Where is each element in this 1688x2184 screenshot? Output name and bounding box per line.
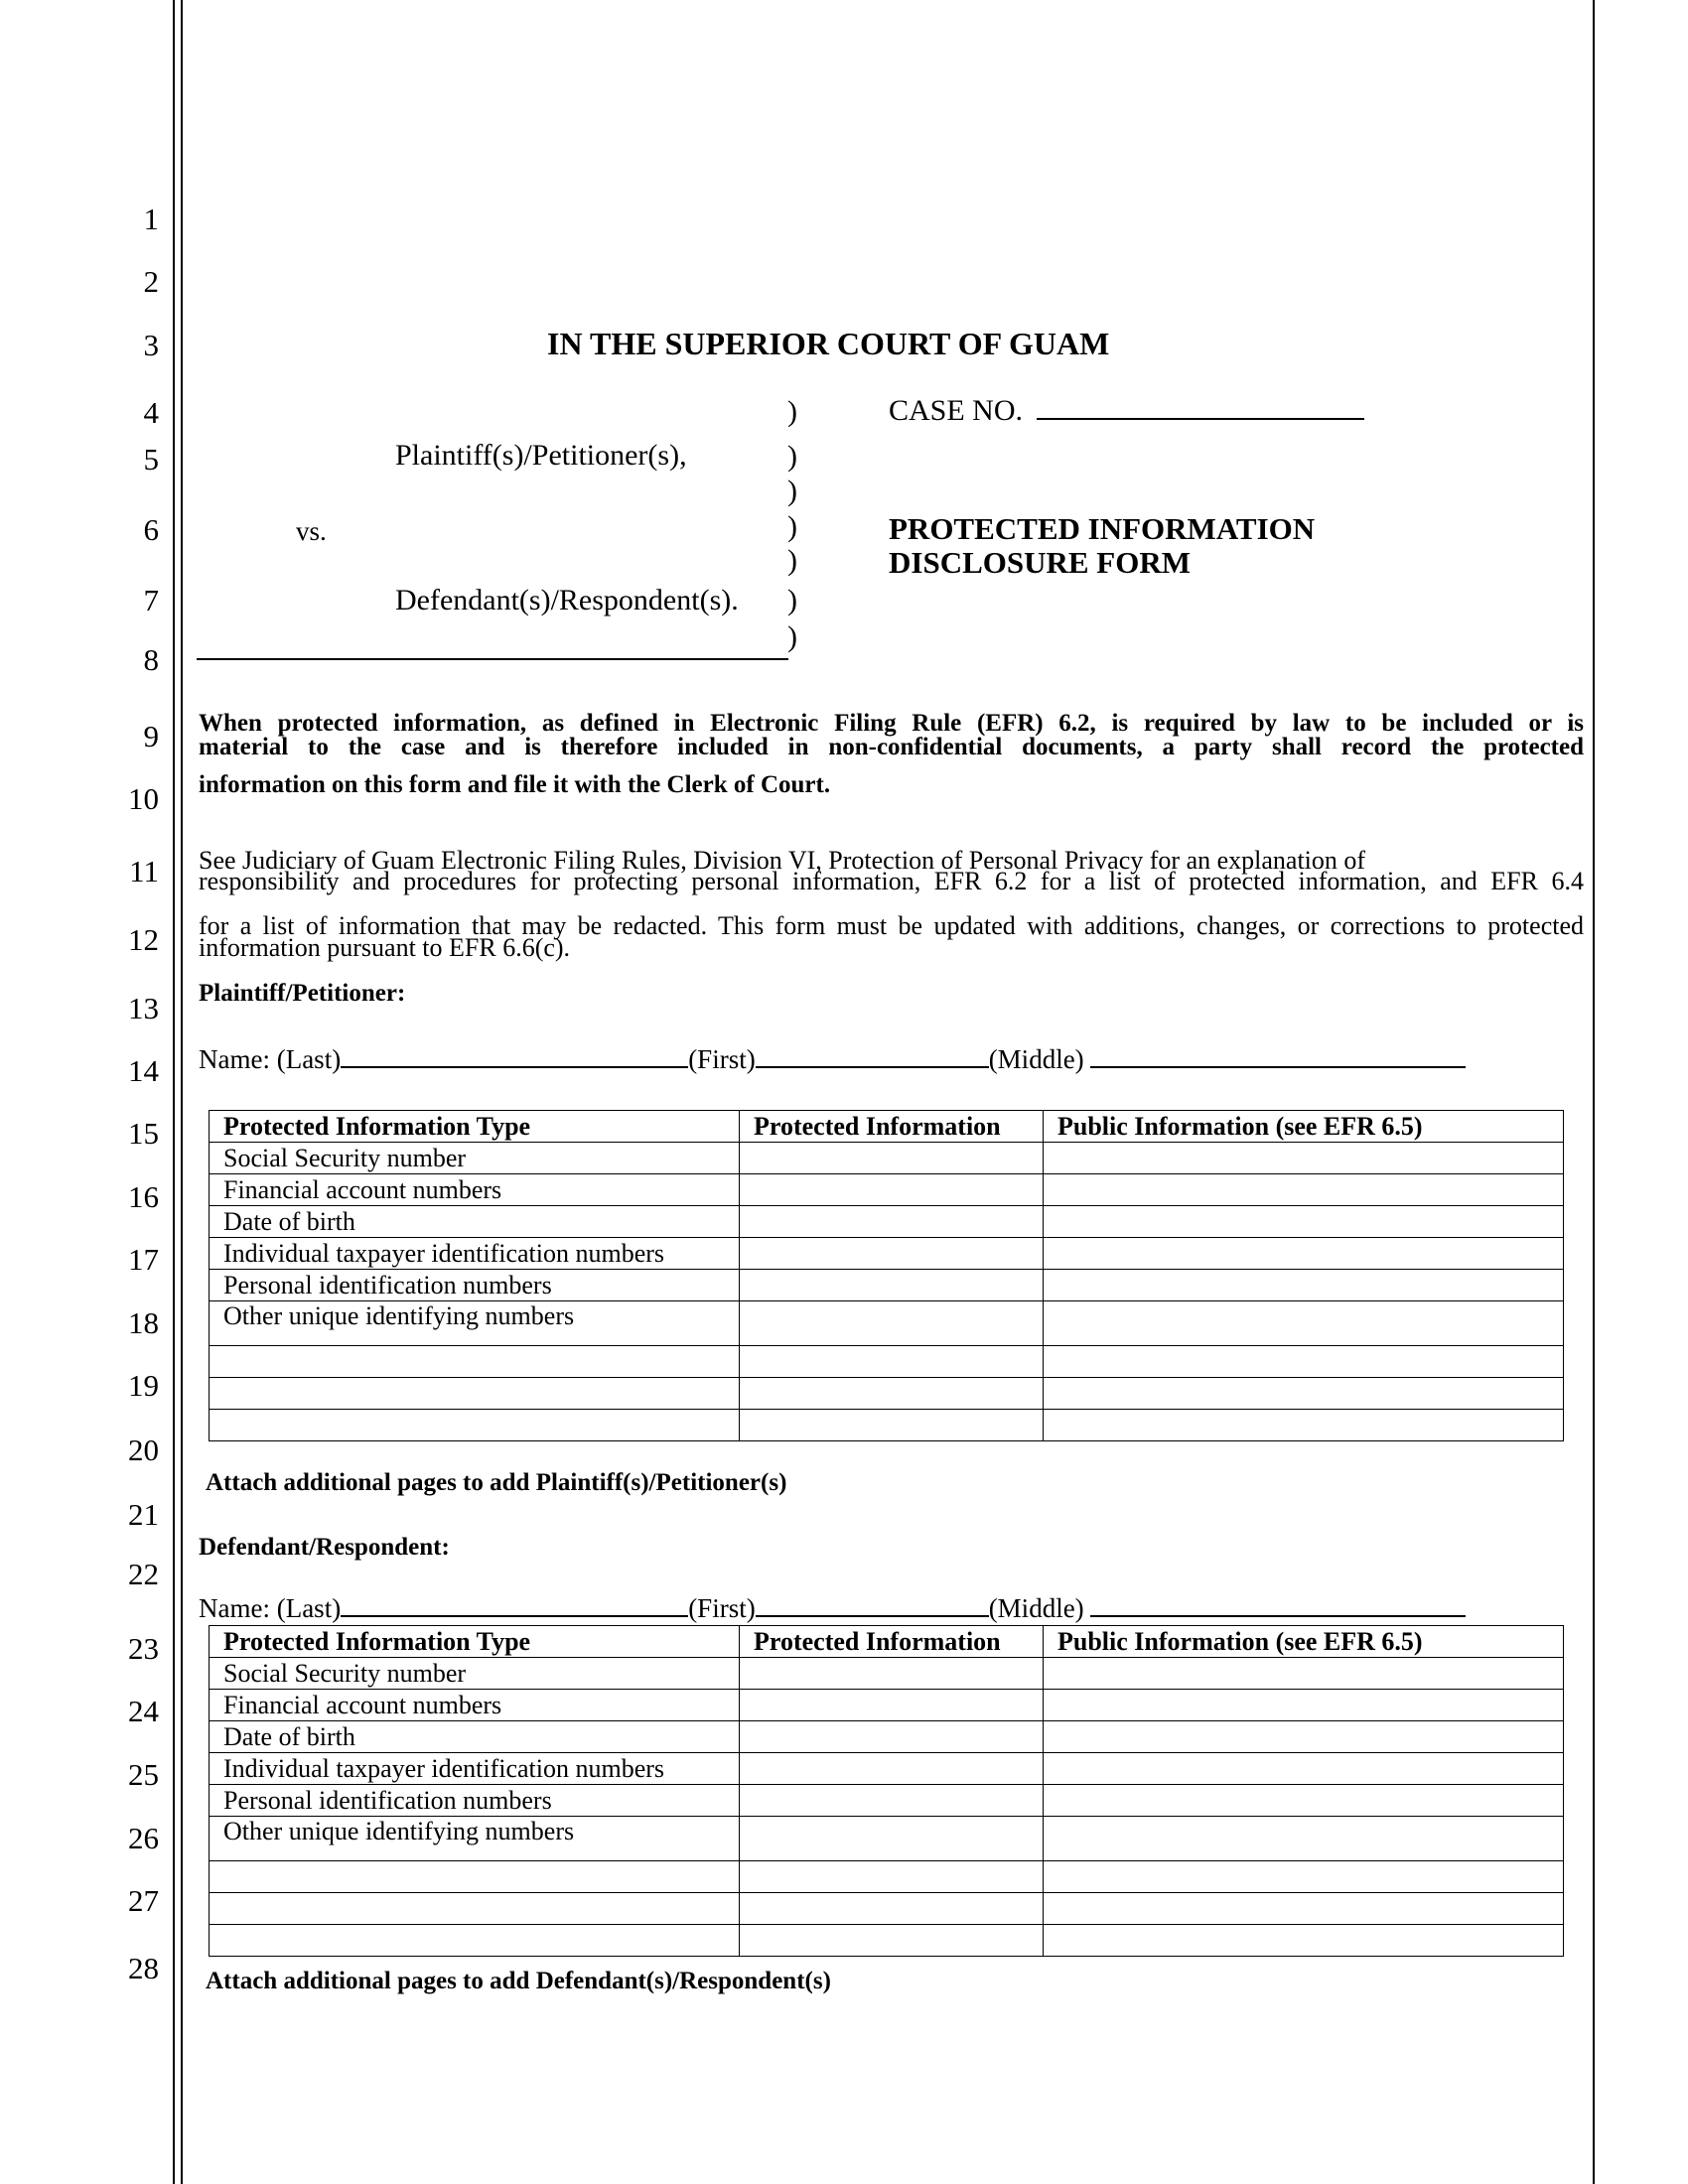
plaintiff-first-name-field[interactable]: [756, 1044, 989, 1068]
line-number: 13: [128, 991, 159, 1025]
case-number-label: [889, 394, 1364, 428]
line-number: 15: [128, 1116, 159, 1151]
blank-type-cell[interactable]: [210, 1346, 740, 1378]
public-cell[interactable]: [1044, 1143, 1564, 1174]
defendant-info-table: [209, 1625, 1564, 1957]
public-cell[interactable]: [1044, 1238, 1564, 1270]
type-cell: Other unique identifying numbers: [210, 1301, 740, 1346]
protected-cell[interactable]: [740, 1861, 1044, 1893]
left-margin-rule-inner: [181, 0, 183, 2184]
line-number: 18: [128, 1305, 159, 1340]
type-cell: Social Security number: [210, 1658, 740, 1690]
line-number: 19: [128, 1368, 159, 1403]
plaintiff-caption: Plaintiff(s)/Petitioner(s),: [395, 439, 687, 472]
public-cell[interactable]: [1044, 1301, 1564, 1346]
protected-cell[interactable]: [740, 1378, 1044, 1410]
protected-cell[interactable]: [740, 1143, 1044, 1174]
line-number: 1: [143, 202, 159, 236]
header-protected: Protected Information: [740, 1111, 1044, 1143]
public-cell[interactable]: [1044, 1410, 1564, 1441]
public-cell[interactable]: [1044, 1861, 1564, 1893]
protected-cell[interactable]: [740, 1721, 1044, 1753]
name-first-label: (First): [688, 1044, 756, 1074]
name-first-label: (First): [688, 1593, 756, 1623]
plaintiff-last-name-field[interactable]: [341, 1044, 688, 1068]
public-cell[interactable]: [1044, 1658, 1564, 1690]
defendant-caption: Defendant(s)/Respondent(s).: [395, 584, 739, 616]
public-cell[interactable]: [1044, 1721, 1564, 1753]
line-number: 16: [128, 1179, 159, 1214]
intro-normal-line4: information pursuant to EFR 6.6(c).: [199, 933, 571, 962]
type-cell: Social Security number: [210, 1143, 740, 1174]
line-number: 8: [143, 642, 159, 677]
right-margin-rule: [1593, 0, 1595, 2184]
left-margin-rule-outer: [173, 0, 175, 2184]
blank-row: [210, 1925, 1564, 1957]
protected-cell[interactable]: [740, 1785, 1044, 1817]
public-cell[interactable]: [1044, 1690, 1564, 1721]
table-row: [210, 1174, 1564, 1206]
line-number: 25: [128, 1757, 159, 1792]
protected-cell[interactable]: [740, 1301, 1044, 1346]
line-number: 11: [129, 854, 159, 888]
protected-cell[interactable]: [740, 1270, 1044, 1301]
versus-label: vs.: [296, 516, 327, 546]
protected-cell[interactable]: [740, 1206, 1044, 1238]
public-cell[interactable]: [1044, 1206, 1564, 1238]
caption-paren: ): [787, 440, 797, 473]
protected-cell[interactable]: [740, 1925, 1044, 1957]
table-row: [210, 1690, 1564, 1721]
line-number: 9: [143, 719, 159, 753]
public-cell[interactable]: [1044, 1753, 1564, 1785]
defendant-attach-note: Attach additional pages to add Defendant(s)/Respondent(s): [206, 1968, 831, 1994]
header-public: Public Information (see EFR 6.5): [1044, 1626, 1564, 1658]
line-number: 24: [128, 1694, 159, 1728]
line-number: 5: [143, 442, 159, 477]
table-row: [210, 1238, 1564, 1270]
blank-row: [210, 1861, 1564, 1893]
line-number: 4: [143, 395, 159, 430]
table-row: [210, 1721, 1564, 1753]
line-number: 7: [143, 583, 159, 617]
case-number-field[interactable]: [1037, 396, 1364, 420]
type-cell: Date of birth: [210, 1721, 740, 1753]
protected-cell[interactable]: [740, 1410, 1044, 1441]
blank-type-cell[interactable]: [210, 1925, 740, 1957]
table-header-row: [210, 1111, 1564, 1143]
type-cell: Individual taxpayer identification numbers: [210, 1753, 740, 1785]
caption-underline: [197, 658, 788, 660]
blank-type-cell[interactable]: [210, 1861, 740, 1893]
protected-cell[interactable]: [740, 1753, 1044, 1785]
line-number: 10: [128, 781, 159, 816]
blank-row: [210, 1378, 1564, 1410]
header-type: Protected Information Type: [210, 1626, 740, 1658]
line-number: 3: [143, 328, 159, 362]
defendant-first-name-field[interactable]: [756, 1593, 989, 1617]
table-row: [210, 1753, 1564, 1785]
public-cell[interactable]: [1044, 1893, 1564, 1925]
table-header-row: [210, 1626, 1564, 1658]
court-title: IN THE SUPERIOR COURT OF GUAM: [547, 326, 1110, 361]
type-cell: Individual taxpayer identification numbers: [210, 1238, 740, 1270]
line-number: 2: [143, 264, 159, 299]
plaintiff-attach-note: Attach additional pages to add Plaintiff(s)/Petitioner(s): [206, 1469, 787, 1496]
line-number: 27: [128, 1883, 159, 1918]
intro-normal-line2: responsibility and procedures for protecting personal information, EFR 6.2 for a list of protected information, and EFR 6.4: [199, 867, 1584, 895]
intro-normal-line3: for a list of information that may be redacted. This form must be updated with additions, changes, or corrections to protected: [199, 911, 1584, 940]
table-row: [210, 1270, 1564, 1301]
protected-cell[interactable]: [740, 1238, 1044, 1270]
caption-paren: ): [787, 584, 797, 616]
form-title-line2: DISCLOSURE FORM: [889, 545, 1192, 580]
table-row: [210, 1143, 1564, 1174]
name-middle-label: (Middle): [988, 1593, 1084, 1623]
line-number: 23: [128, 1631, 159, 1666]
line-number: 20: [128, 1433, 159, 1467]
caption-paren: ): [787, 620, 797, 653]
public-cell[interactable]: [1044, 1270, 1564, 1301]
line-number: 14: [128, 1053, 159, 1088]
intro-normal-line1: See Judiciary of Guam Electronic Filing Rules, Division VI, Protection of Personal Privacy for an explanation of: [199, 846, 1366, 875]
plaintiff-section-label: Plaintiff/Petitioner:: [199, 980, 406, 1007]
protected-cell[interactable]: [740, 1346, 1044, 1378]
header-type: Protected Information Type: [210, 1111, 740, 1143]
protected-cell[interactable]: [740, 1817, 1044, 1861]
plaintiff-name-row: [199, 1044, 1466, 1075]
defendant-middle-name-field[interactable]: [1090, 1593, 1466, 1617]
caption-paren: ): [787, 510, 797, 543]
blank-type-cell[interactable]: [210, 1893, 740, 1925]
caption-paren: ): [787, 395, 797, 428]
table-row: [210, 1658, 1564, 1690]
plaintiff-middle-name-field[interactable]: [1090, 1044, 1466, 1068]
line-number: 22: [128, 1557, 159, 1591]
line-number: 6: [143, 512, 159, 547]
table-row: [210, 1785, 1564, 1817]
type-cell: Personal identification numbers: [210, 1785, 740, 1817]
public-cell[interactable]: [1044, 1785, 1564, 1817]
public-cell[interactable]: [1044, 1378, 1564, 1410]
protected-cell[interactable]: [740, 1174, 1044, 1206]
type-cell: Other unique identifying numbers: [210, 1817, 740, 1861]
name-last-label: Name: (Last): [199, 1593, 342, 1623]
protected-cell[interactable]: [740, 1893, 1044, 1925]
protected-cell[interactable]: [740, 1658, 1044, 1690]
intro-bold-line3: information on this form and file it with the Clerk of Court.: [199, 771, 831, 798]
blank-type-cell[interactable]: [210, 1378, 740, 1410]
blank-row: [210, 1346, 1564, 1378]
line-number: 17: [128, 1242, 159, 1277]
name-last-label: Name: (Last): [199, 1044, 342, 1074]
protected-cell[interactable]: [740, 1690, 1044, 1721]
form-title-line1: PROTECTED INFORMATION: [889, 511, 1316, 546]
header-public: Public Information (see EFR 6.5): [1044, 1111, 1564, 1143]
public-cell[interactable]: [1044, 1174, 1564, 1206]
type-cell: Personal identification numbers: [210, 1270, 740, 1301]
type-cell: Financial account numbers: [210, 1174, 740, 1206]
public-cell[interactable]: [1044, 1817, 1564, 1861]
line-number: 28: [128, 1951, 159, 1985]
type-cell: Date of birth: [210, 1206, 740, 1238]
defendant-section-label: Defendant/Respondent:: [199, 1534, 450, 1561]
header-protected: Protected Information: [740, 1626, 1044, 1658]
blank-row: [210, 1410, 1564, 1441]
blank-row: [210, 1893, 1564, 1925]
line-number: 21: [128, 1497, 159, 1532]
table-row: [210, 1301, 1564, 1346]
name-middle-label: (Middle): [988, 1044, 1084, 1074]
table-row: [210, 1817, 1564, 1861]
defendant-last-name-field[interactable]: [341, 1593, 688, 1617]
table-row: [210, 1206, 1564, 1238]
caption-paren: ): [787, 475, 797, 507]
case-number-label-text: CASE NO.: [889, 394, 1024, 427]
line-number: 26: [128, 1821, 159, 1855]
intro-bold-line2: material to the case and is therefore included in non-confidential documents, a party shall record the protected: [199, 734, 1584, 760]
caption-paren: ): [787, 544, 797, 577]
intro-bold-line1: When protected information, as defined in Electronic Filing Rule (EFR) 6.2, is required by law to be included or is: [199, 710, 1584, 737]
public-cell[interactable]: [1044, 1925, 1564, 1957]
defendant-name-row: [199, 1593, 1466, 1624]
blank-type-cell[interactable]: [210, 1410, 740, 1441]
line-number: 12: [128, 922, 159, 957]
plaintiff-info-table: [209, 1110, 1564, 1441]
type-cell: Financial account numbers: [210, 1690, 740, 1721]
public-cell[interactable]: [1044, 1346, 1564, 1378]
